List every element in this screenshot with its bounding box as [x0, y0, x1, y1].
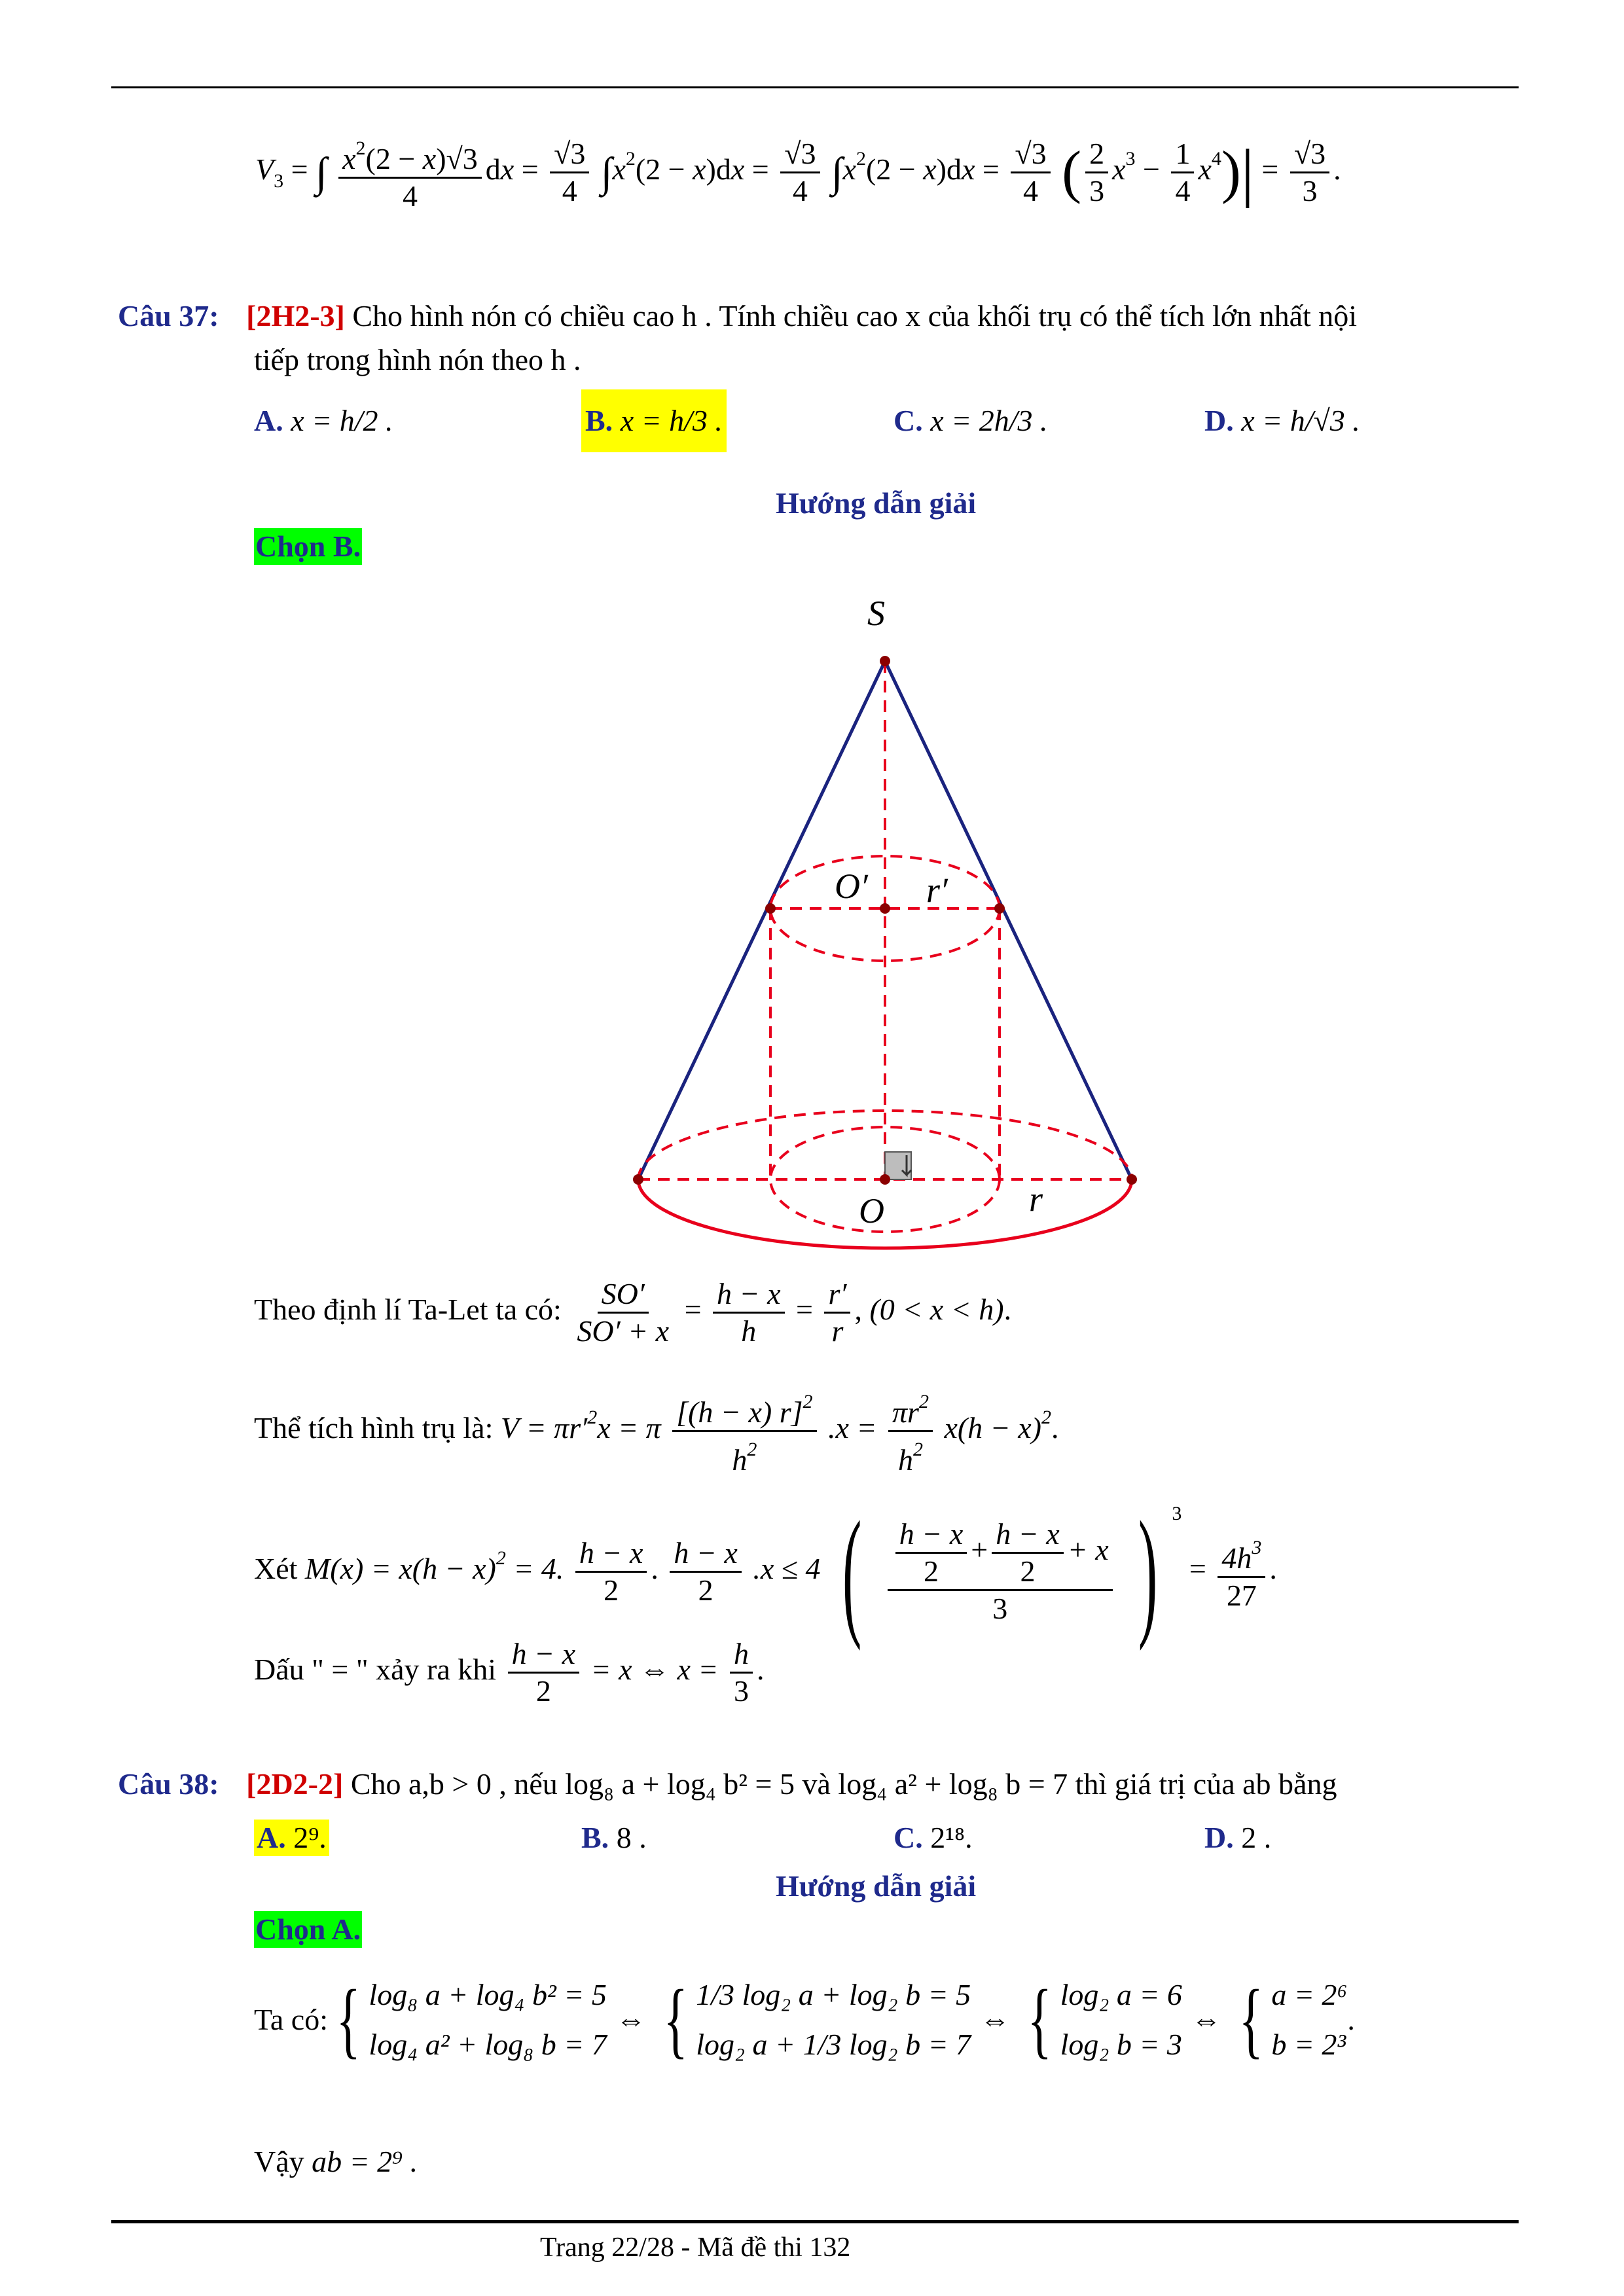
q37-line2: tiếp trong hình nón theo h .	[254, 343, 581, 376]
header-rule	[111, 86, 1519, 88]
system-2: 1/3 log₂ a + log₂ b = 5 log₂ a + 1/3 log₂ b = 7	[696, 1978, 971, 2061]
q38-text: Cho a,b > 0 , nếu log₈ a + log₄ b² = 5 và log₄ a² + log₈ b = 7 thì giá trị của ab bằng	[350, 1767, 1337, 1801]
point-S	[880, 656, 890, 666]
cone-base-front	[638, 1179, 1132, 1248]
label-r: r	[1029, 1179, 1043, 1219]
label-O: O	[859, 1191, 884, 1230]
q38-label: Câu 38:	[118, 1767, 219, 1801]
q37-volume-line: Thể tích hình trụ là: $V = \pi r'^2x = \pi$ $\frac{[(h - x) r]^2}{h^2}$ .x = $\frac{\pi r^2}{h^2}$ $x(h - x)^2$.	[254, 1384, 1058, 1478]
q37-option-c[interactable]: C. x = 2h/3 .	[893, 404, 1048, 437]
q38-solution-title: Hướng dẫn giải	[776, 1869, 977, 1903]
q37-code: [2H2-3]	[246, 299, 345, 332]
q38-option-c[interactable]: C. 2¹⁸.	[893, 1821, 973, 1854]
label-O-prime: O′	[835, 867, 868, 906]
point-top-left	[765, 903, 776, 914]
point-top-right	[994, 903, 1005, 914]
q37-option-b[interactable]: B. x = h/3 .	[581, 389, 727, 452]
q38-choice: Chọn A.	[254, 1911, 362, 1948]
label-r-prime: r′	[926, 870, 948, 910]
system-4: a = 2⁶ b = 2³	[1271, 1978, 1348, 2061]
q38-line1	[118, 1766, 1337, 1803]
label-S: S	[867, 594, 885, 633]
cone-right-side	[885, 661, 1132, 1179]
q37-option-d[interactable]: D. x = h/√3 .	[1204, 404, 1360, 437]
point-O	[880, 1174, 890, 1185]
q37-talet-line: Theo định lí Ta-Let ta có: $\frac{SO'}{SO' + x}$ = $\frac{h - x}{h}$ = $\frac{r'}{r}$ , (0 < x < h).	[254, 1277, 1012, 1348]
q38-code: [2D2-2]	[246, 1767, 344, 1801]
point-base-left	[633, 1174, 643, 1185]
q37-solution-title: Hướng dẫn giải	[776, 486, 977, 520]
cone-cylinder-figure	[589, 576, 1178, 1270]
q38-option-d[interactable]: D. 2 .	[1204, 1821, 1272, 1854]
q37-text-1: Cho hình nón có chiều cao h . Tính chiều cao x của khối trụ có thể tích lớn nhất nội	[352, 299, 1358, 332]
q38-option-a[interactable]: A. 2⁹.	[254, 1820, 329, 1856]
q38-conclusion: Vậy ab = 2⁹ .	[254, 2145, 418, 2178]
point-base-right	[1127, 1174, 1137, 1185]
cone-left-side	[638, 661, 885, 1179]
q37-xet-line: Xét $M(x) = x(h - x)^2 = 4$. $\frac{h - x}{2}$ . $\frac{h - x}{2}$ .x ≤ 4 ( $\frac{h - x}{2}$ + $\frac{h - x}{2}$ + x 3 ) $^3$ = $\frac{4h^3}{27}$ .	[254, 1492, 1277, 1652]
point-O-prime	[880, 903, 890, 914]
q38-option-b[interactable]: B. 8 .	[581, 1821, 647, 1854]
q37-choice: Chọn B.	[254, 528, 362, 565]
q38-taco-line: Ta có: { log₈ a + log₄ b² = 5 log₄ a² + log₈ b = 7 ⇔ { 1/3 log₂ a + log₂ b = 5 log₂ a + 1/3 log₂ b = 7 ⇔ { log₂ a = 6 log₂ b = 3 ⇔ { a = 2⁶ b = 2³ .	[254, 1970, 1355, 2070]
system-1: log₈ a + log₄ b² = 5 log₄ a² + log₈ b = 7	[369, 1978, 607, 2061]
q37-label: Câu 37:	[118, 299, 219, 332]
q37-dau-line: Dấu " = " xảy ra khi $\frac{h - x}{2}$ = x ⇔ x = $\frac{h}{3}$ .	[254, 1637, 765, 1708]
volume-formula: $V_3$ = ∫ $\frac{x^2(2 - x)√3}{4}$ dx = $\frac{√3}{4}$ $\int x^2(2 - x)dx$ = $\frac{√3}{4}$ $\int x^2(2 - x)dx$ = $\frac{√3}{4}$ ( $\frac{2}{3}$ $x^3$ − $\frac{1}{4}$ $x^4)|$ = $\frac{√3}{3}$ .	[255, 131, 1341, 214]
q37-option-a[interactable]: A. x = h/2 .	[254, 404, 393, 437]
page-footer: Trang 22/28 - Mã đề thi 132	[540, 2233, 851, 2263]
footer-rule	[111, 2220, 1519, 2223]
q37-line1	[118, 298, 1357, 334]
system-3: log₂ a = 6 log₂ b = 3	[1060, 1978, 1182, 2061]
